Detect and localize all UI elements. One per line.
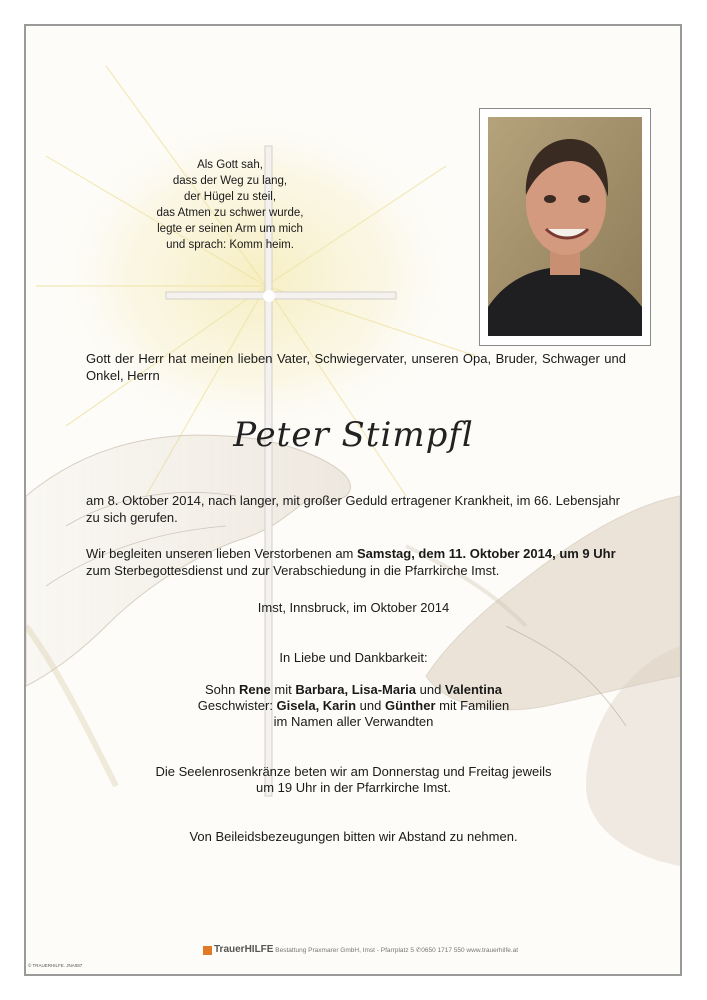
family-son-line (0, 681, 707, 698)
son-partners: Barbara, Lisa-Maria (295, 682, 416, 697)
siblings-names: Gisela, Karin (276, 698, 357, 713)
funeral-text (86, 545, 626, 579)
brand-logo-icon (203, 946, 212, 955)
poem-line: das Atmen zu schwer wurde, (156, 207, 304, 219)
family-relatives-line: im Namen aller Verwandten (273, 714, 434, 729)
portrait-photo-frame (479, 108, 651, 346)
poem-line: und sprach: Komm heim. (166, 239, 294, 251)
copyright: © TRAUERHILFE. JNA087 (28, 963, 83, 968)
son-mit: mit (270, 682, 296, 697)
death-notice-text: am 8. Oktober 2014, nach langer, mit großer Geduld ertragener Krankheit, im 66. Lebensjahr zu sich gerufen. (86, 493, 621, 525)
rosary-line-2: um 19 Uhr in der Pfarrkirche Imst. (255, 780, 452, 795)
brand-name: TrauerHILFE (214, 944, 274, 955)
deceased-name: Peter Stimpfl (233, 415, 474, 455)
condolence-note: Von Beileidsbezeugungen bitten wir Abstand zu nehmen. (189, 829, 518, 844)
siblings-last: Günther (384, 698, 436, 713)
funeral-text-after: zum Sterbegottesdienst und zur Verabschiedung in die Pfarrkirche Imst. (86, 563, 500, 578)
place-date: Imst, Innsbruck, im Oktober 2014 (257, 600, 450, 615)
portrait-photo (488, 117, 642, 336)
funeral-text-before: Wir begleiten unseren lieben Verstorbenen am (86, 546, 357, 561)
poem (130, 157, 330, 253)
poem-line: dass der Weg zu lang, (172, 175, 288, 187)
siblings-suffix: mit Familien (435, 698, 510, 713)
footer-text: Bestattung Praxmarer GmbH, Imst - Pfarrplatz 5 ✆0650 1717 550 www.trauerhilfe.at (275, 947, 519, 954)
siblings-prefix: Geschwister: (197, 698, 277, 713)
poem-line: der Hügel zu steil, (183, 191, 277, 203)
family-siblings-line (0, 697, 707, 714)
rosary-line-1: Die Seelenrosenkränze beten wir am Donnerstag und Freitag jeweils (155, 764, 552, 779)
greeting: In Liebe und Dankbarkeit: (279, 650, 428, 665)
poem-line: legte er seinen Arm um mich (157, 223, 303, 235)
footer (203, 944, 518, 955)
poem-line: Als Gott sah, (197, 159, 263, 171)
intro-text: Gott der Herr hat meinen lieben Vater, Schwiegervater, unseren Opa, Bruder, Schwager und Onkel, Herrn (86, 351, 626, 383)
siblings-und: und (356, 698, 385, 713)
son-und: und (416, 682, 445, 697)
son-name: Rene (238, 682, 271, 697)
son-last: Valentina (444, 682, 502, 697)
funeral-date: Samstag, dem 11. Oktober 2014, um 9 Uhr (357, 546, 616, 561)
son-prefix: Sohn (204, 682, 239, 697)
